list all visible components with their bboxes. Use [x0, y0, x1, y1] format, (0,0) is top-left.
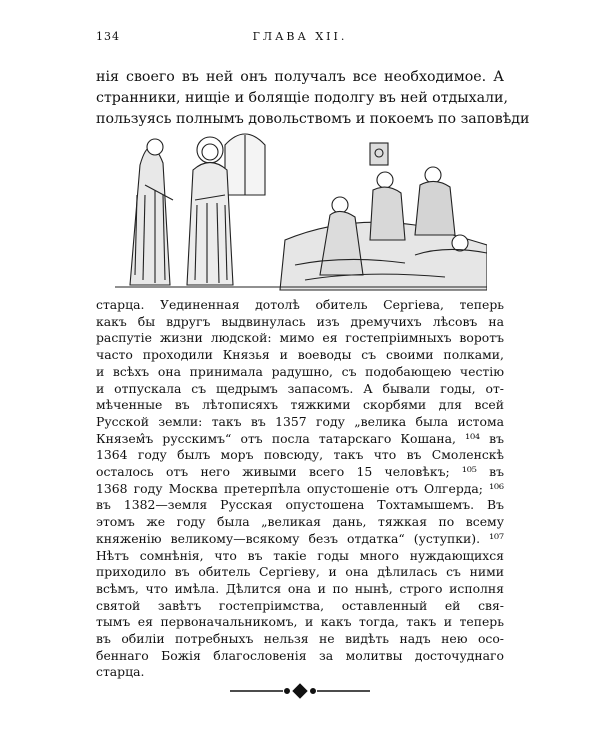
text-line: нія своего въ ней онъ получалъ все необходимое. А	[96, 69, 504, 85]
text-line: Русской земли: такъ въ 1357 году „велика была истома	[96, 413, 504, 429]
page-number: 134	[96, 30, 120, 43]
text-line: беннаго Божія благословенія за молитвы досточуднаго	[96, 647, 504, 663]
text-line: Нѣтъ сомнѣнія, что въ такіе годы много нуждающихся	[96, 547, 504, 563]
text-line: приходило въ обитель Сергіеву, и она дѣлилась съ ними	[96, 564, 504, 580]
text-line: тымъ ея первоначальникомъ, и какъ тогда, такъ и теперь	[96, 614, 504, 630]
text-line: и отпускала съ щедрымъ запасомъ. А бывали годы, от-	[96, 380, 504, 396]
text-line: Князем̂ъ русскимъ“ отъ посла татарскаго Кошана, ¹⁰⁴ въ	[96, 430, 504, 446]
text-line: странники, нищіе и болящіе подолгу въ ней отдыхали,	[96, 90, 509, 106]
text-line: святой завѣтъ гостепріимства, оставленный ей свя-	[96, 597, 504, 613]
text-line: пользуясь полнымъ довольствомъ и покоемъ по заповѣди	[96, 111, 530, 127]
text-line: 1364 году былъ моръ повсюду, такъ что въ Смоленскѣ	[96, 447, 504, 463]
decorative-divider-icon	[225, 683, 375, 699]
text-line: въ обиліи потребныхъ нельзя не видѣть надъ нею осо-	[96, 631, 504, 646]
text-line: осталось отъ него живыми всего 15 человѣкъ; ¹⁰⁵ въ	[96, 464, 504, 479]
text-line: старца. Уединенная дотолѣ обитель Сергіева, теперь	[96, 297, 504, 312]
text-line: какъ бы вдругъ выдвинулась изъ дремучихъ лѣсовъ на	[96, 313, 504, 329]
text-line: княженію великому—всякому безъ отдатка“ (уступки). ¹⁰⁷	[96, 530, 504, 546]
text-line: старца.	[96, 664, 145, 680]
text-line: распутіе жизни людской: мимо ея гостепріимныхъ воротъ	[96, 330, 504, 346]
text-line: мѣченные въ лѣтописяхъ тяжкими скорбями для всей	[96, 397, 504, 413]
text-line: въ 1382—земля Русская опустошена Тохтамышемъ. Въ	[96, 497, 504, 513]
chapter-title: ГЛАВА XII.	[252, 30, 348, 43]
monastery-scene-illustration	[115, 125, 487, 295]
text-line: часто проходили Князья и воеводы съ своими полками,	[96, 347, 504, 363]
running-header	[96, 30, 504, 48]
text-line: всѣмъ, что имѣла. Дѣлится она и по нынѣ, строго исполня	[96, 580, 504, 596]
text-line: 1368 году Москва претерпѣла опустошеніе отъ Олгерда; ¹⁰⁶	[96, 480, 504, 496]
text-line: этомъ же году была „великая дань, тяжкая по всему	[96, 514, 504, 530]
text-line: и всѣхъ она принимала радушно, съ подобающею честію	[96, 363, 504, 379]
